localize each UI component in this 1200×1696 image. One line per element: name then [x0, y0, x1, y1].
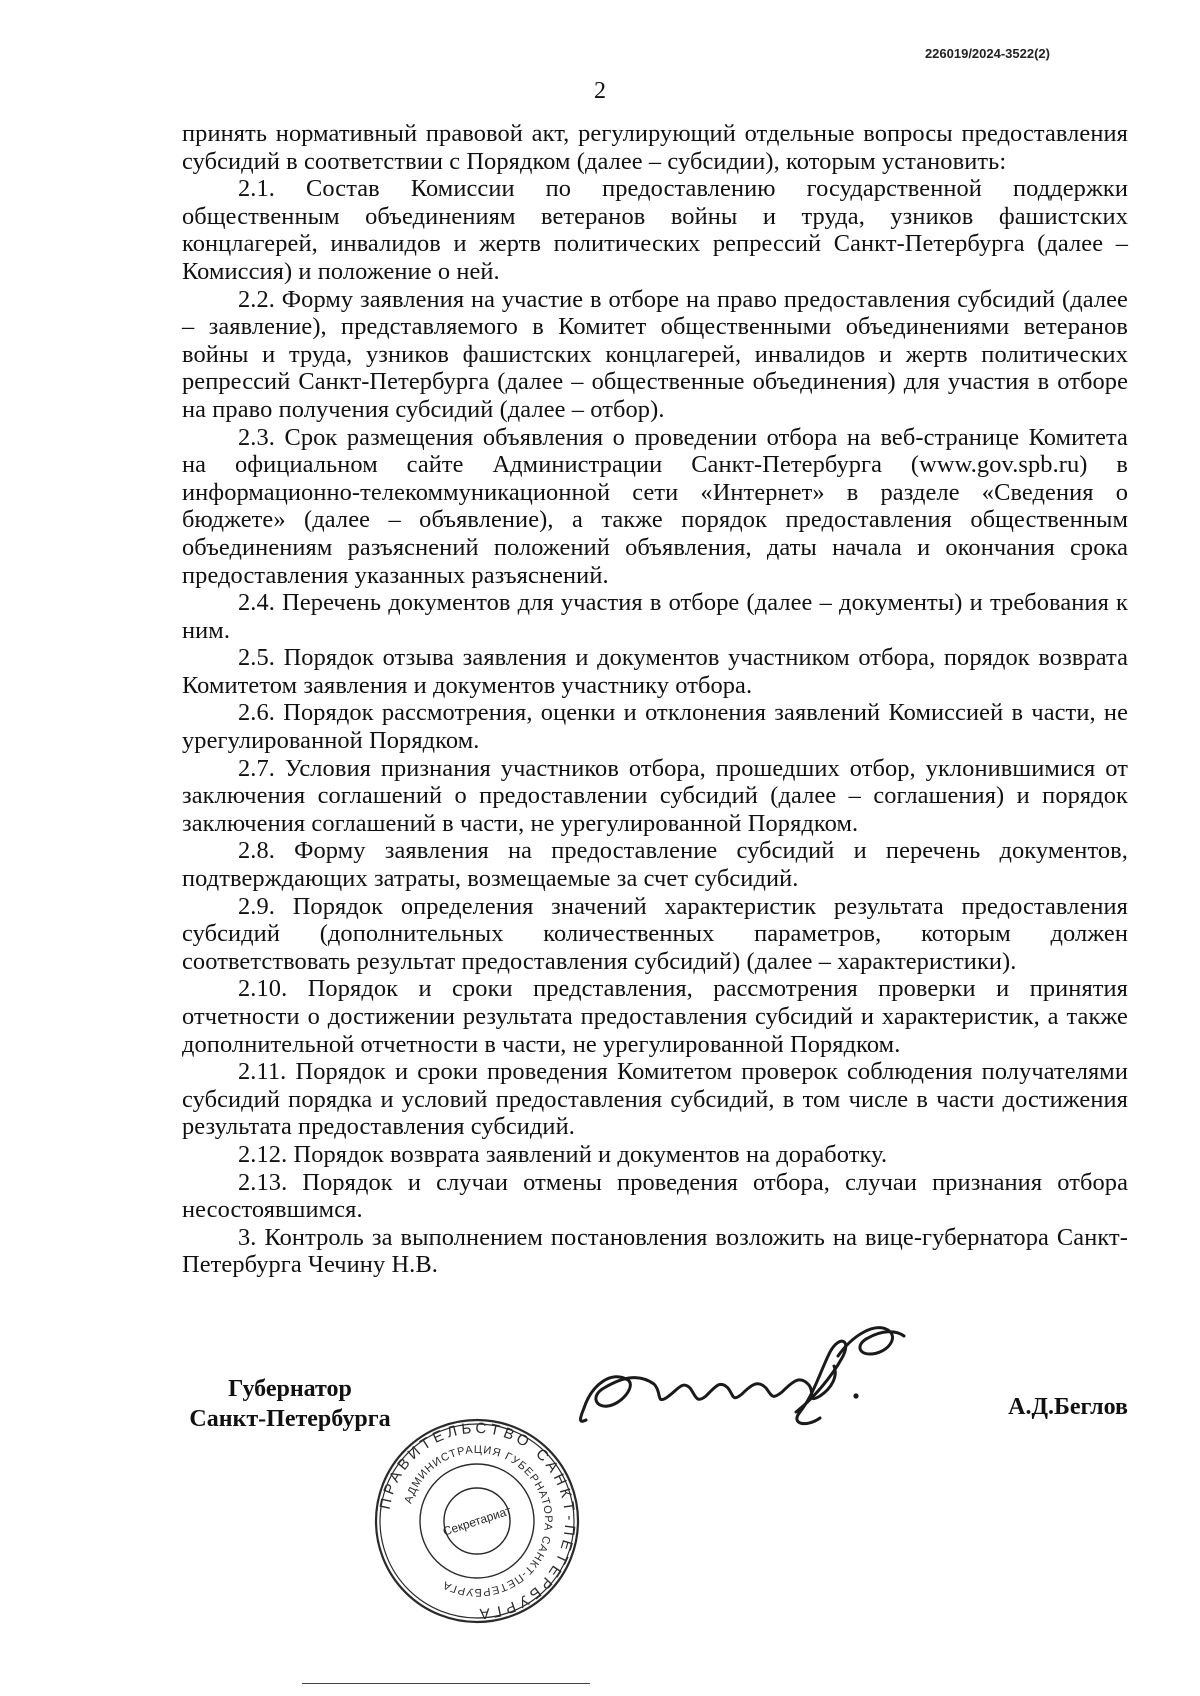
paragraph-2-12: 2.12. Порядок возврата заявлений и документов на доработку. [238, 1140, 888, 1168]
paragraph-2-1: 2.1. Состав Комиссии по предоставлению государственной поддержки общественным объединениям ветеранов войны и труда, узников фашистских концлагерей, инвалидов и жертв политических репрессий Санкт-Петербурга (далее – Комиссия) и положение о ней. [182, 175, 1128, 285]
document-registration-number: 226019/2024-3522(2) [924, 46, 1050, 61]
official-seal [372, 1416, 582, 1626]
signatory-name: А.Д.Беглов [1008, 1394, 1128, 1420]
paragraph-2-10: 2.10. Порядок и сроки представления, рассмотрения проверки и принятия отчетности о достижении результата предоставления субсидий и характеристик, а также дополнительной отчетности в части, не урегулированной Порядком. [182, 975, 1128, 1058]
paragraph-2-6: 2.6. Порядок рассмотрения, оценки и отклонения заявлений Комиссией в части, не урегулированной Порядком. [182, 699, 1128, 755]
paragraph-2-7: 2.7. Условия признания участников отбора, прошедших отбор, уклонившимися от заключения соглашений о предоставлении субсидий (далее – соглашения) и порядок заключения соглашений в части, не урегулированной Порядком. [182, 754, 1128, 837]
paragraph-2-4: 2.4. Перечень документов для участия в отборе (далее – документы) и требования к ним. [182, 589, 1128, 644]
footer-rule [302, 1683, 590, 1684]
seal-center-text: Секретариат [441, 1503, 513, 1539]
handwritten-signature [570, 1300, 920, 1450]
signatory-position-line1: Губернатор [228, 1376, 352, 1402]
paragraph-2-13: 2.13. Порядок и случаи отмены проведения отбора, случаи признания отбора несостоявшимся. [182, 1168, 1128, 1224]
paragraph-intro: принять нормативный правовой акт, регулирующий отдельные вопросы предоставления субсидий в соответствии с Порядком (далее – субсидии), которым установить: [182, 120, 1128, 175]
signatory-position [182, 1374, 398, 1434]
page-number: 2 [594, 78, 606, 104]
paragraph-2-11: 2.11. Порядок и сроки проведения Комитетом проверок соблюдения получателями субсидий порядка и условий предоставления субсидий, в том числе в части достижения результата предоставления субсидий. [182, 1058, 1128, 1141]
paragraph-3: 3. Контроль за выполнением постановления возложить на вице-губернатора Санкт-Петербурга Чечину Н.В. [182, 1223, 1128, 1279]
paragraph-2-2: 2.2. Форму заявления на участие в отборе на право предоставления субсидий (далее – заявление), представляемого в Комитет общественными объединениями ветеранов войны и труда, узников фашистских концлагерей, инвалидов и жертв политических репрессий Санкт-Петербурга (далее – общественные объединения) для участия в отборе на право получения субсидий (далее – отбор). [182, 285, 1128, 423]
paragraph-2-3: 2.3. Срок размещения объявления о проведении отбора на веб-странице Комитета на официальном сайте Администрации Санкт-Петербурга (www.gov.spb.ru) в информационно-телекоммуникационной сети «Интернет» в разделе «Сведения о бюджете» (далее – объявление), а также порядок предоставления общественным объединениям разъяснений положений объявления, даты начала и окончания срока предоставления указанных разъяснений. [182, 423, 1128, 589]
paragraph-2-5: 2.5. Порядок отзыва заявления и документов участником отбора, порядок возврата Комитетом заявления и документов участнику отбора. [182, 644, 1128, 699]
paragraph-2-8: 2.8. Форму заявления на предоставление субсидий и перечень документов, подтверждающих затраты, возмещаемые за счет субсидий. [182, 837, 1128, 893]
seal-inner-text: АДМИНИСТРАЦИЯ ГУБЕРНАТОРА САНКТ-ПЕТЕРБУРГА [402, 1443, 555, 1599]
document-body [182, 120, 1128, 1279]
paragraph-2-9: 2.9. Порядок определения значений характеристик результата предоставления субсидий (дополнительных количественных параметров, которым должен соответствовать результат предоставления субсидий) (далее – характеристики). [182, 892, 1128, 975]
seal-outer-text: ПРАВИТЕЛЬСТВО САНКТ-ПЕТЕРБУРГА [376, 1419, 579, 1623]
signatory-position-line2: Санкт-Петербурга [189, 1406, 391, 1432]
